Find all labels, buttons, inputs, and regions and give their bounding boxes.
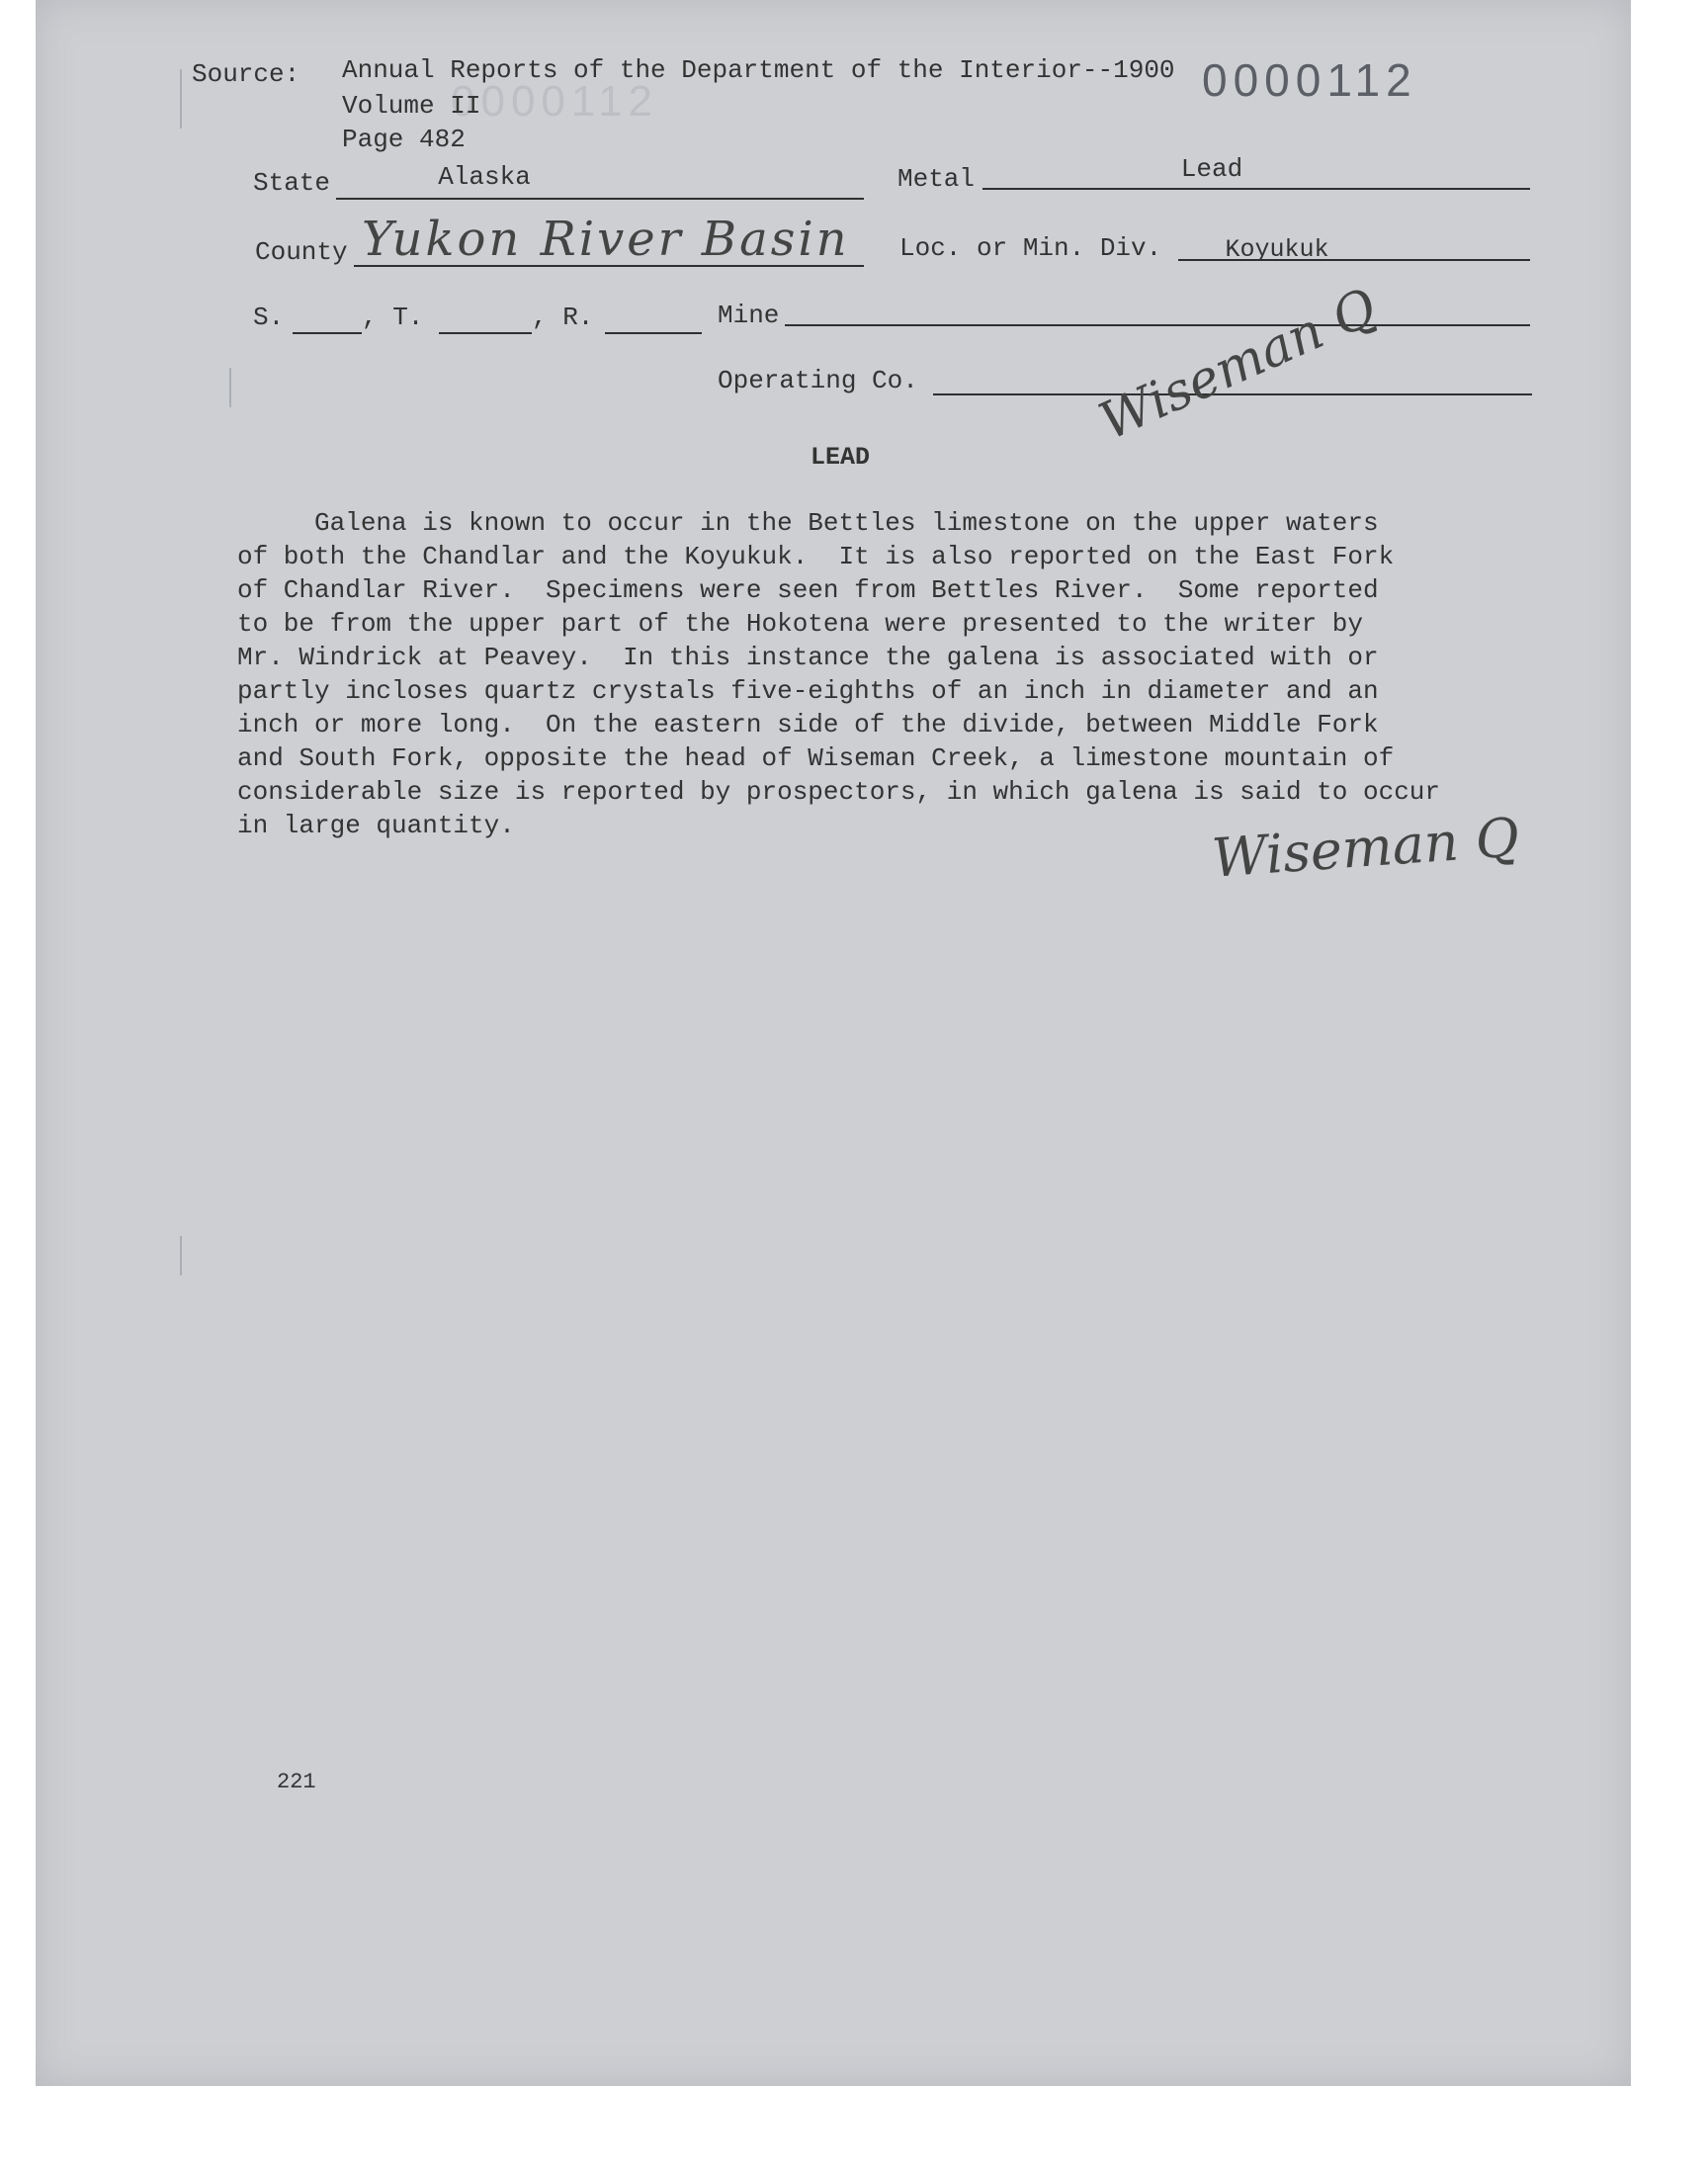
county-label: County: [255, 237, 348, 267]
county-value-handwritten: Yukon River Basin: [362, 212, 850, 267]
state-label: State: [253, 168, 331, 198]
range-label: , R.: [532, 303, 594, 332]
section-underline: [293, 332, 362, 334]
body-line: in large quantity.: [237, 811, 515, 840]
body-line: of both the Chandlar and the Koyukuk. It is also reported on the East Fork: [237, 542, 1395, 571]
body-line: Galena is known to occur in the Bettles limestone on the upper waters: [237, 508, 1379, 538]
metal-underline: [982, 188, 1530, 190]
document-page: [36, 0, 1631, 2086]
source-page: Page 482: [342, 125, 466, 154]
mine-underline: [785, 324, 1530, 326]
section-title: LEAD: [811, 443, 871, 472]
loc-label: Loc. or Min. Div.: [899, 233, 1162, 263]
body-line: Mr. Windrick at Peavey. In this instance the galena is associated with or: [237, 643, 1379, 672]
body-line: partly incloses quartz crystals five-eighths of an inch in diameter and an: [237, 676, 1379, 706]
page-number: 221: [277, 1770, 316, 1794]
bleed-through-stamp: 0000112: [451, 77, 659, 126]
body-line: and South Fork, opposite the head of Wiseman Creek, a limestone mountain of: [237, 743, 1395, 773]
loc-value: Koyukuk: [1225, 235, 1329, 264]
document-number-stamp: 0000112: [1202, 54, 1417, 106]
source-label: Source:: [192, 59, 300, 89]
source-title: Annual Reports of the Department of the Interior--1900: [342, 55, 1175, 85]
mine-label: Mine: [718, 301, 780, 330]
township-underline: [439, 332, 532, 334]
source-volume: Volume II: [342, 91, 481, 121]
scan-mark: [180, 1236, 182, 1275]
body-line: inch or more long. On the eastern side of the divide, between Middle Fork: [237, 710, 1379, 740]
body-line: to be from the upper part of the Hokotena were presented to the writer by: [237, 609, 1363, 639]
metal-label: Metal: [897, 164, 976, 194]
scan-mark: [229, 368, 231, 407]
range-underline: [605, 332, 702, 334]
state-underline: [336, 198, 864, 200]
body-line: considerable size is reported by prospectors, in which galena is said to occur: [237, 777, 1440, 807]
handwritten-annotation-bottom: Wiseman Q: [1210, 806, 1521, 890]
state-value: Alaska: [438, 162, 531, 192]
township-label: , T.: [362, 303, 424, 332]
handwritten-annotation-top: Wiseman Q: [1090, 277, 1386, 453]
metal-value: Lead: [1180, 154, 1243, 184]
section-label: S.: [253, 303, 285, 332]
body-text: [237, 506, 1552, 842]
operating-co-label: Operating Co.: [718, 366, 918, 395]
body-line: of Chandlar River. Specimens were seen from Bettles River. Some reported: [237, 575, 1379, 605]
scan-mark: [180, 69, 182, 129]
